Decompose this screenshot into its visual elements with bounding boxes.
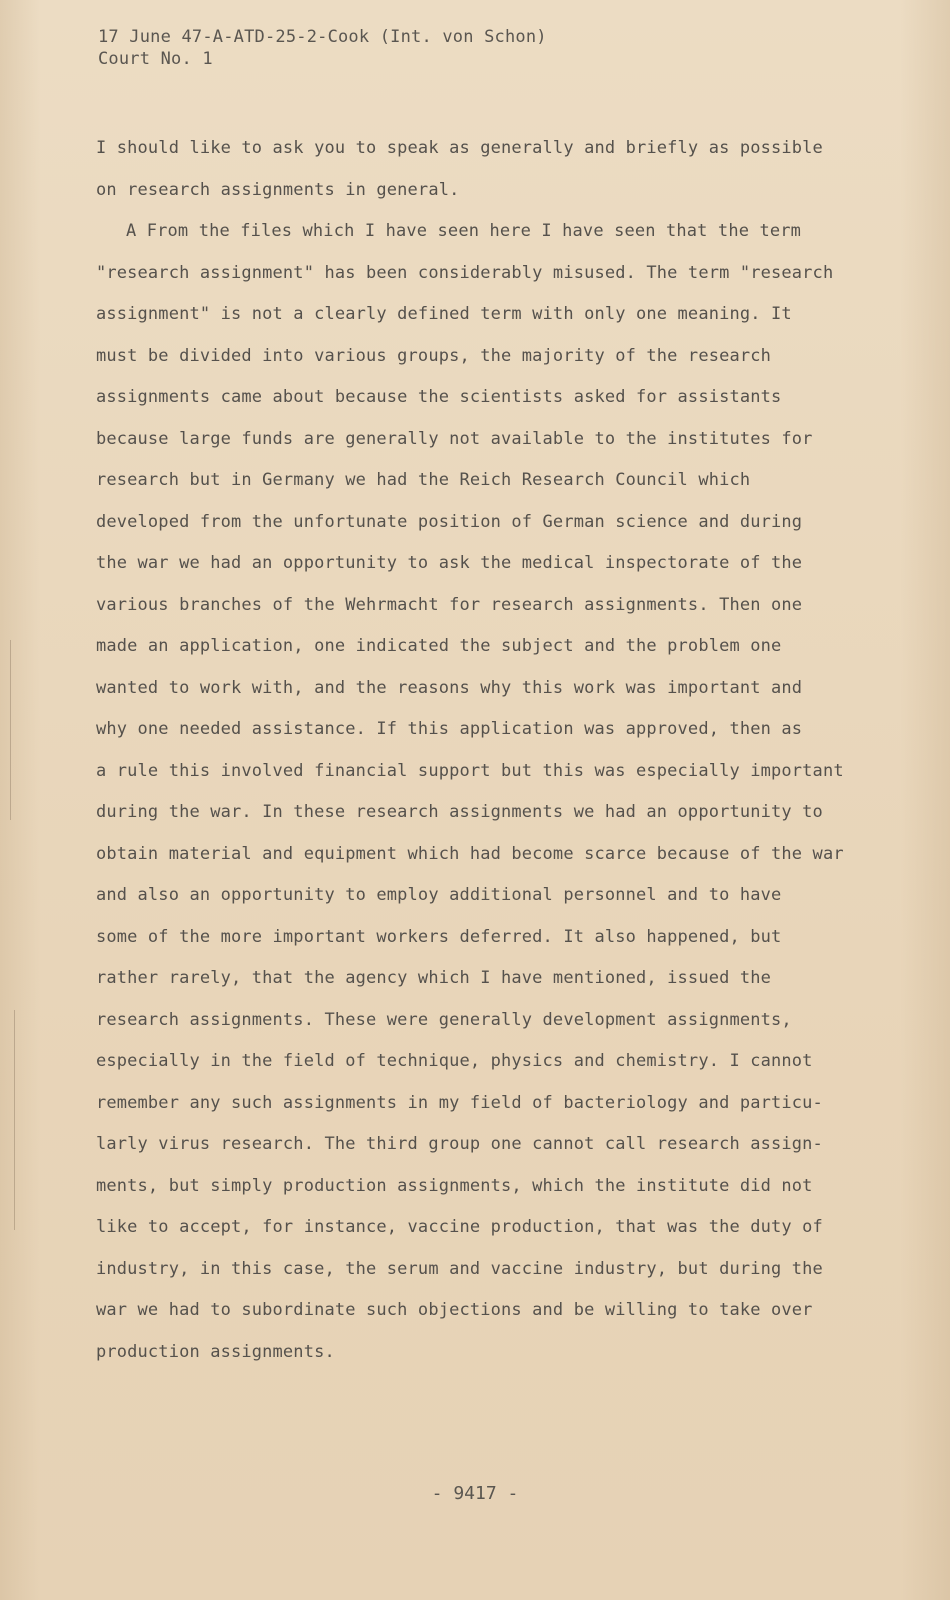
paper-edge-mark [14,1010,15,1230]
header-reference-line: 17 June 47-A-ATD-25-2-Cook (Int. von Schon) [98,27,547,47]
text-line: assignment" is not a clearly defined term with only one meaning. It [96,304,792,324]
text-line: assignments came about because the scientists asked for assistants [96,387,782,407]
text-line: various branches of the Wehrmacht for research assignments. Then one [96,594,803,615]
header-court-line: Court No. 1 [98,49,213,69]
text-line: "research assignment" has been considerably misused. The term "research [96,262,834,283]
text-line: and also an opportunity to employ additional personnel and to have [96,885,782,905]
text-line: wanted to work with, and the reasons why this work was important and [96,677,803,698]
text-line: especially in the field of technique, physics and chemistry. I cannot [96,1051,813,1071]
text-line: research but in Germany we had the Reich Research Council which [96,470,751,490]
text-line: because large funds are generally not available to the institutes for [96,428,813,449]
text-line: ments, but simply production assignments, which the institute did not [96,1175,813,1196]
text-line: research assignments. These were generally development assignments, [96,1009,792,1030]
text-line: developed from the unfortunate position of German science and during [96,511,803,532]
text-line: war we had to subordinate such objections and be willing to take over [96,1300,813,1320]
transcript-body [96,128,844,1373]
text-line: obtain material and equipment which had become scarce because of the war [96,843,844,864]
paper-edge-mark [10,640,11,820]
text-line: remember any such assignments in my field of bacteriology and particu- [96,1092,823,1113]
text-line: some of the more important workers deferred. It also happened, but [96,926,782,947]
text-line: I should like to ask you to speak as generally and briefly as possible [96,138,823,158]
text-line: the war we had an opportunity to ask the medical inspectorate of the [96,553,803,573]
text-line: industry, in this case, the serum and vaccine industry, but during the [96,1258,823,1279]
text-line: must be divided into various groups, the majority of the research [96,345,772,366]
text-line: a rule this involved financial support but this was especially important [96,760,844,781]
text-line: on research assignments in general. [96,179,460,200]
text-line: made an application, one indicated the subject and the problem one [96,636,782,656]
text-line: during the war. In these research assignments we had an opportunity to [96,802,823,822]
text-line: why one needed assistance. If this application was approved, then as [96,719,803,739]
text-line: like to accept, for instance, vaccine production, that was the duty of [96,1217,823,1237]
text-line: A From the files which I have seen here I have seen that the term [126,221,802,241]
text-line: larly virus research. The third group one cannot call research assign- [96,1134,823,1154]
text-line: production assignments. [96,1341,335,1362]
page-number: - 9417 - [431,1483,519,1504]
document-header [98,26,547,70]
text-line: rather rarely, that the agency which I have mentioned, issued the [96,968,772,988]
